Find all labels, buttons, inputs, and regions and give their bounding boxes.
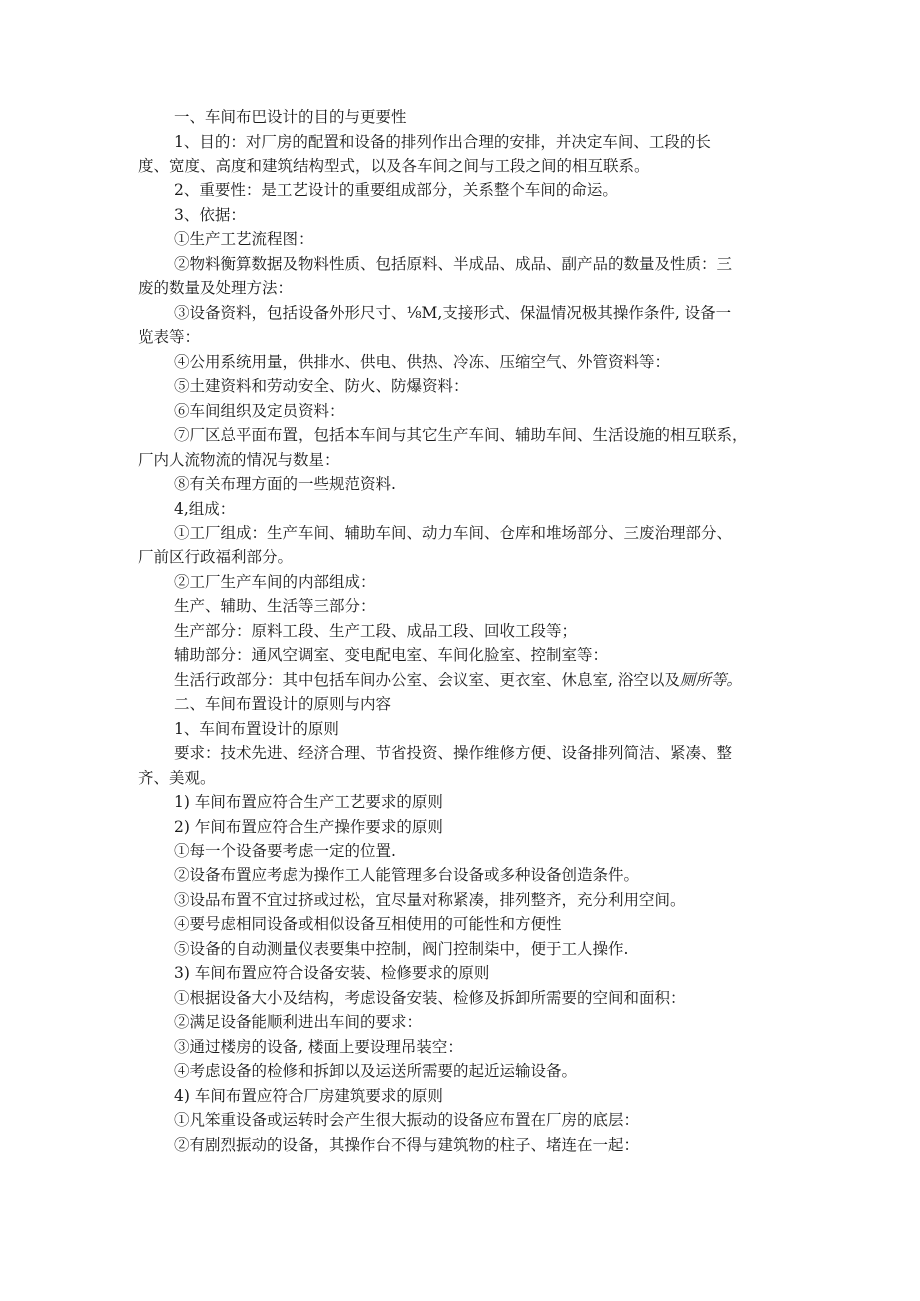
numbered-item: 1) 车间布置应符合生产工艺要求的原则 xyxy=(174,793,443,811)
paragraph-line: 2、重要性：是工艺设计的重要组成部分，关系整个车间的命运。 xyxy=(174,181,618,199)
list-item-continuation: 废的数量及处理方法： xyxy=(138,279,294,297)
section-heading-1: 一、车间布巴设计的目的与更要性 xyxy=(174,108,407,126)
paragraph-line: 生产、辅助、生活等三部分： xyxy=(174,597,376,615)
list-item: ①凡笨重设备或运转时会产生很大振动的设备应布置在厂房的底层： xyxy=(174,1111,640,1129)
paragraph-line: 齐、美观。 xyxy=(138,769,216,787)
list-item: ①工厂组成：生产车间、辅助车间、动力车间、仓库和堆场部分、三废治理部分、 xyxy=(174,524,733,542)
paragraph-line: 1、目的：对厂房的配置和设备的排列作出合理的安排，并决定车间、工段的长 xyxy=(174,133,711,151)
paragraph-line: 4,组成： xyxy=(174,500,236,518)
numbered-item: 2) 乍间布置应符合生产操作要求的原则 xyxy=(174,818,443,836)
list-item-continuation: 览表等： xyxy=(138,328,201,346)
list-item: ②物料衡算数据及物料性质、包括原料、半成品、成品、副产品的数量及性质：三 xyxy=(174,255,733,273)
paragraph-text: 生活行政部分：其中包括车间办公室、会议室、更衣室、休息室, 浴空以及 xyxy=(174,671,680,689)
list-item: ⑦厂区总平面布置，包括本车间与其它生产车间、辅助车间、生活设施的相互联系， xyxy=(174,426,748,444)
list-item: ①生产工艺流程图： xyxy=(174,230,314,248)
list-item: ③设品布置不宜过挤或过松，宜尽量对称紧凑，排列整齐，充分利用空间。 xyxy=(174,891,686,909)
paragraph-line: 度、宽度、高度和建筑结构型式，以及各车间之间与工段之间的相互联系。 xyxy=(138,157,650,175)
paragraph-line: 3、依据： xyxy=(174,206,246,224)
list-item: ③通过楼房的设备, 楼面上要设理吊装空： xyxy=(174,1038,463,1056)
list-item: ⑥车间组织及定员资料： xyxy=(174,402,345,420)
list-item: ④公用系统用量，供排水、供电、供热、冷冻、压缩空气、外管资料等： xyxy=(174,353,671,371)
paragraph-line: 辅助部分：通风空调室、变电配电室、车间化脸室、控制室等： xyxy=(174,646,609,664)
list-item-continuation: 厂内人流物流的情况与数星： xyxy=(138,451,340,469)
list-item: ③设备资料，包括设备外形尺寸、⅛M,支接形式、保温情况极其操作条件, 设备一 xyxy=(174,304,732,322)
numbered-item: 3) 车间布置应符合设备安装、检修要求的原则 xyxy=(174,964,490,982)
list-item: ②有剧烈振动的设备，其操作台不得与建筑物的柱子、堵连在一起： xyxy=(174,1136,640,1154)
list-item-continuation: 厂前区行政福利部分。 xyxy=(138,548,294,566)
italic-text: 厕所等。 xyxy=(679,671,742,689)
paragraph-line: 生产部分：原料工段、生产工段、成品工段、回收工段等； xyxy=(174,622,578,640)
numbered-item: 4) 车间布置应符合厂房建筑要求的原则 xyxy=(174,1087,443,1105)
list-item: ②设备布置应考虑为操作工人能管理多台设备或多种设备创造条件。 xyxy=(174,866,640,884)
list-item: ⑤设备的自动测量仪表要集中控制，阀门控制柒中，便于工人操作. xyxy=(174,940,629,958)
list-item: ⑧有关布理方面的一些规范资料. xyxy=(174,475,396,493)
list-item: ②满足设备能顺利进出车间的要求： xyxy=(174,1013,423,1031)
list-item: ④要号虑相同设备或相似设备互相使用的可能性和方便性 xyxy=(174,915,562,933)
list-item: ④考虑设备的检修和拆卸以及运送所需要的起近运输设备。 xyxy=(174,1062,578,1080)
paragraph-line xyxy=(174,670,742,690)
section-heading-2: 二、车间布置设计的原则与内容 xyxy=(174,695,392,713)
paragraph-line: 要求：技术先进、经济合理、节省投资、操作维修方便、设备排列简洁、紧凑、整 xyxy=(174,744,733,762)
list-item: ①每一个设备要考虑一定的位置. xyxy=(174,842,396,860)
list-item: ②工厂生产车间的内部组成： xyxy=(174,573,376,591)
list-item: ①根据设备大小及结构，考虑设备安装、检修及拆卸所需要的空间和面积： xyxy=(174,989,686,1007)
subsection-heading: 1、车间布置设计的原则 xyxy=(174,720,339,738)
list-item: ⑤土建资料和劳动安全、防火、防爆资料： xyxy=(174,377,469,395)
